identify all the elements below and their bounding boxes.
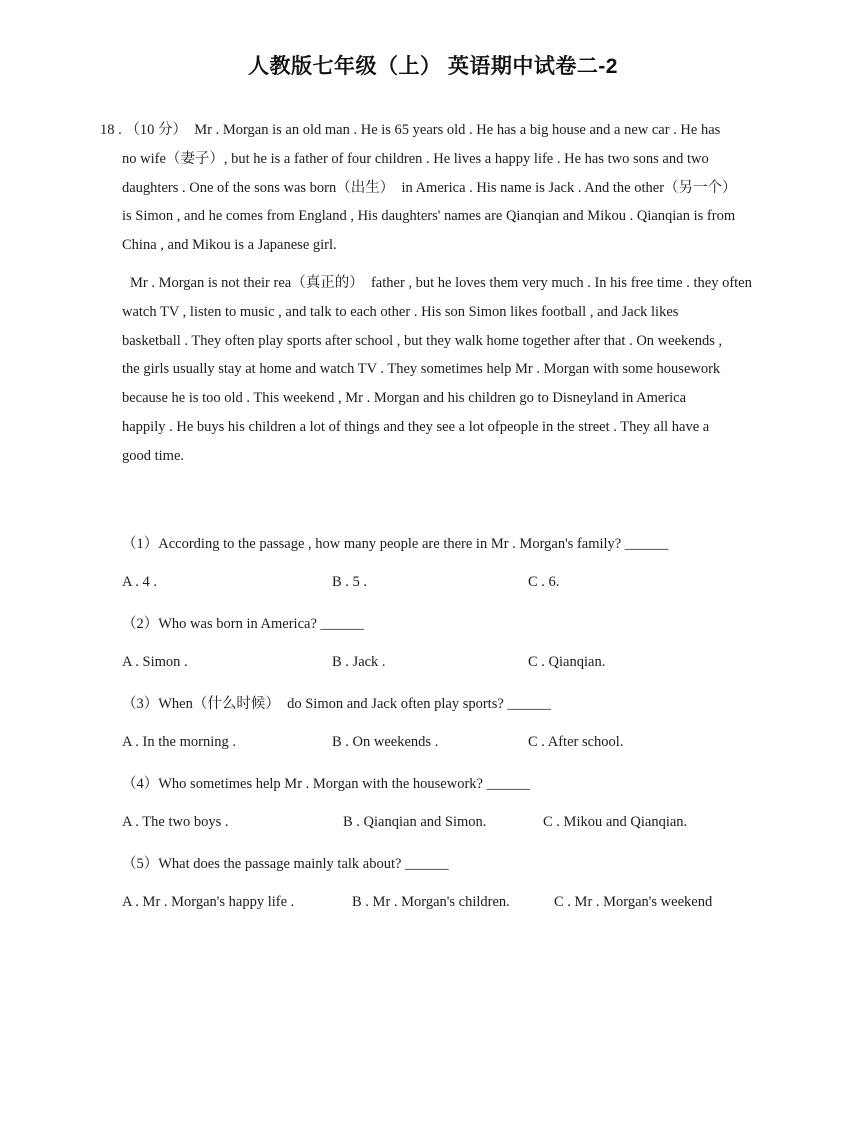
question-2-option-b: B . Jack . [332, 654, 386, 671]
passage-line: no wife（妻子）, but he is a father of four children . He lives a happy life . He has two sons and two [122, 150, 709, 167]
passage-line: happily . He buys his children a lot of things and they see a lot ofpeople in the street . They all have a [122, 418, 710, 435]
question-3-option-b: B . On weekends . [332, 734, 439, 751]
passage-paragraph-1 [100, 116, 776, 260]
passage-line: watch TV , listen to music , and talk to each other . His son Simon likes football , and Jack likes [122, 303, 679, 320]
question-1-option-c: C . 6. [528, 574, 560, 591]
passage-paragraph-2 [100, 269, 776, 471]
passage-line: daughters . One of the sons was born（出生） in America . His name is Jack . And the other（另一个） [122, 179, 737, 196]
passage-line: China , and Mikou is a Japanese girl. [122, 237, 337, 254]
question-1-options [122, 563, 806, 603]
question-1-option-b: B . 5 . [332, 574, 368, 591]
question-3-option-c: C . After school. [528, 734, 624, 751]
question-4-option-b: B . Qianqian and Simon. [343, 814, 487, 831]
question-2-option-a: A . Simon . [122, 654, 188, 671]
question-5-option-a: A . Mr . Morgan's happy life . [122, 894, 295, 911]
question-2 [122, 603, 806, 683]
questions-section [122, 523, 806, 923]
question-2-option-c: C . Qianqian. [528, 654, 606, 671]
question-5-option-c: C . Mr . Morgan's weekend [554, 894, 713, 911]
question-5-prompt: （5）What does the passage mainly talk about? ______ [122, 856, 449, 873]
question-4-option-a: A . The two boys . [122, 814, 229, 831]
page-title: 人教版七年级（上） 英语期中试卷二-2 [247, 55, 618, 78]
question-4-option-c: C . Mikou and Qianqian. [543, 814, 688, 831]
question-3 [122, 683, 806, 763]
question-3-prompt: （3）When（什么时候） do Simon and Jack often play sports? ______ [122, 696, 551, 713]
reading-passage [100, 116, 776, 471]
question-2-options [122, 643, 806, 683]
passage-line: basketball . They often play sports after school , but they walk home together after that . On weekends , [122, 332, 723, 349]
passage-line: 18 . （10 分） Mr . Morgan is an old man . He is 65 years old . He has a big house and a new car . He has [100, 122, 721, 138]
question-3-option-a: A . In the morning . [122, 734, 236, 751]
passage-line: is Simon , and he comes from England , His daughters' names are Qianqian and Mikou . Qianqian is from [122, 208, 736, 225]
question-2-prompt: （2）Who was born in America? ______ [122, 616, 365, 633]
passage-line: good time. [122, 447, 185, 464]
question-1-option-a: A . 4 . [122, 574, 158, 591]
question-4 [122, 763, 806, 843]
passage-line: because he is too old . This weekend , Mr . Morgan and his children go to Disneyland in America [122, 390, 687, 407]
question-5-options [122, 883, 806, 923]
question-4-options [122, 803, 806, 843]
question-5-option-b: B . Mr . Morgan's children. [352, 894, 510, 911]
question-3-options [122, 723, 806, 763]
question-5 [122, 843, 806, 923]
passage-line: Mr . Morgan is not their rea（真正的） father , but he loves them very much . In his free time . they often [130, 274, 752, 291]
question-4-prompt: （4）Who sometimes help Mr . Morgan with the housework? ______ [122, 776, 531, 793]
question-1-prompt: （1）According to the passage , how many people are there in Mr . Morgan's family? ______ [122, 536, 669, 553]
passage-line: the girls usually stay at home and watch TV . They sometimes help Mr . Morgan with some housework [122, 361, 721, 378]
question-1 [122, 523, 806, 603]
